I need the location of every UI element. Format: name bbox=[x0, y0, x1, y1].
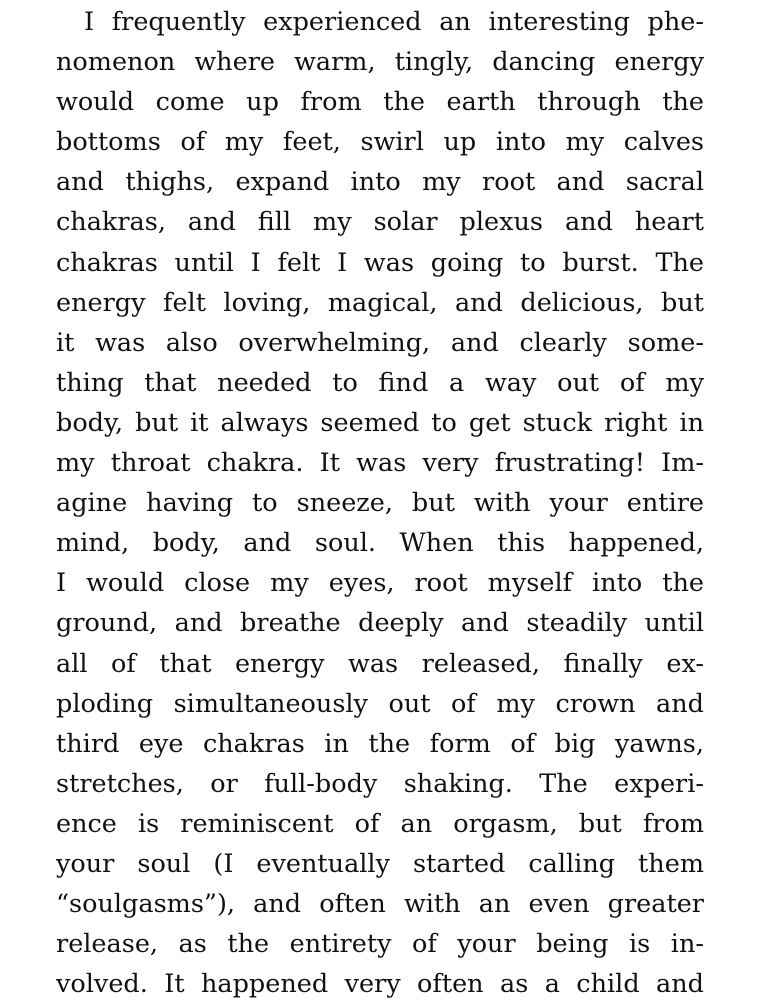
text-line: “soulgasms”), and often with an even greater bbox=[56, 889, 704, 920]
text-line: and thighs, expand into my root and sacral bbox=[56, 167, 704, 198]
text-line: your soul (I eventually started calling them bbox=[56, 848, 704, 879]
text-line: mind, body, and soul. When this happened, bbox=[56, 528, 704, 559]
text-line: body, but it always seemed to get stuck right in bbox=[56, 407, 704, 438]
body-paragraph bbox=[56, 2, 704, 1000]
text-line: nomenon where warm, tingly, dancing energy bbox=[56, 47, 704, 78]
text-line: it was also overwhelming, and clearly some- bbox=[56, 327, 704, 358]
text-line: ence is reminiscent of an orgasm, but from bbox=[56, 808, 704, 839]
text-line: all of that energy was released, finally ex- bbox=[56, 648, 704, 679]
text-line: ground, and breathe deeply and steadily until bbox=[56, 608, 704, 639]
text-line: chakras until I felt I was going to burst. The bbox=[56, 247, 704, 278]
text-line: I frequently experienced an interesting phe- bbox=[84, 7, 704, 37]
text-line: ploding simultaneously out of my crown and bbox=[56, 688, 704, 719]
text-line: thing that needed to find a way out of my bbox=[56, 367, 704, 398]
text-line: release, as the entirety of your being is in- bbox=[56, 929, 704, 960]
text-line: bottoms of my feet, swirl up into my calves bbox=[56, 127, 704, 158]
text-line: energy felt loving, magical, and delicious, but bbox=[56, 287, 704, 318]
text-line: I would close my eyes, root myself into the bbox=[56, 568, 704, 599]
text-line: stretches, or full-body shaking. The experi- bbox=[56, 768, 704, 799]
text-line: my throat chakra. It was very frustrating! Im- bbox=[56, 448, 704, 479]
text-line: third eye chakras in the form of big yawns, bbox=[56, 728, 704, 759]
text-line: agine having to sneeze, but with your entire bbox=[56, 488, 704, 519]
text-line: volved. It happened very often as a child and bbox=[56, 969, 704, 1000]
text-line: would come up from the earth through the bbox=[56, 87, 704, 118]
text-line: chakras, and fill my solar plexus and heart bbox=[56, 207, 704, 238]
